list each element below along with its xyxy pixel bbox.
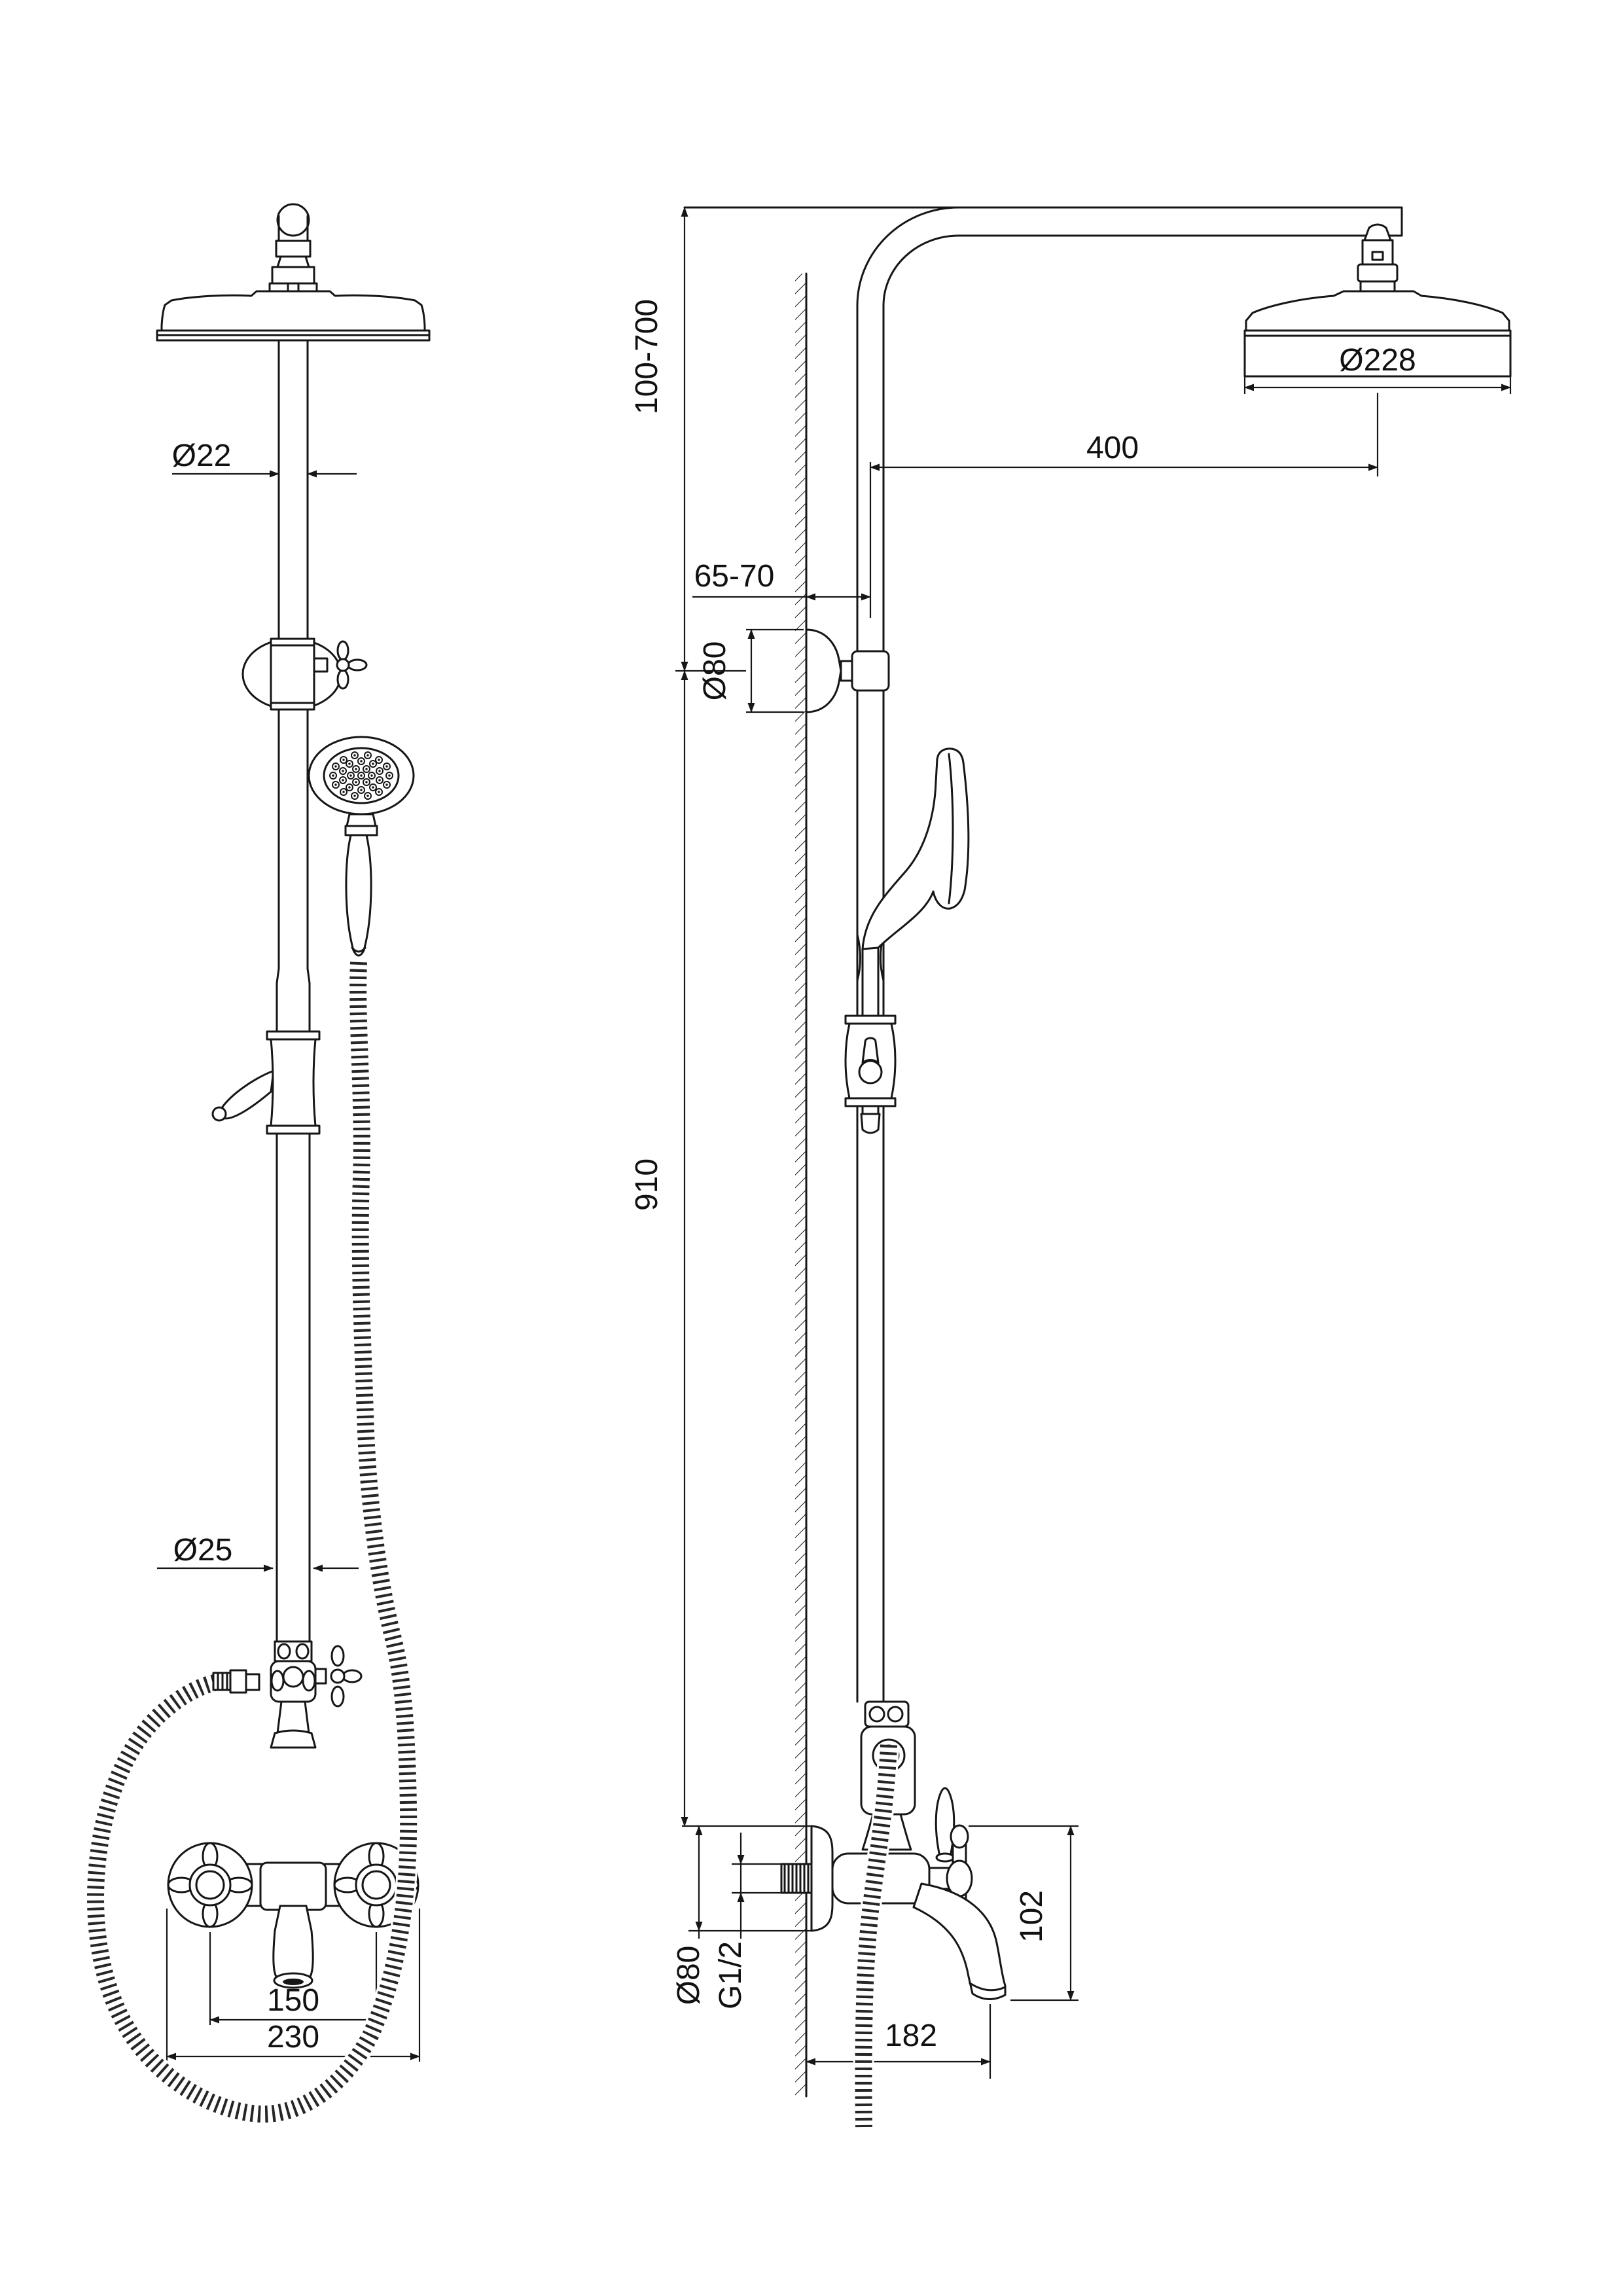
diverter-lever-side [936, 1788, 954, 1861]
dim-label-mixer-flange-diameter: Ø80 [671, 1945, 706, 2005]
wall-union [698, 630, 889, 712]
dim-label-spout-drop: 102 [1014, 1890, 1049, 1943]
dim-head-diameter [1245, 376, 1510, 394]
side-view [630, 207, 1510, 2127]
dim-wall-offset [692, 559, 870, 597]
wall-line [795, 274, 806, 2096]
bracket-knob-stem [314, 658, 327, 672]
riser-pipe-front [277, 340, 310, 1641]
dim-height-adjustable [630, 207, 746, 671]
dim-label-pipe-upper: Ø22 [171, 439, 232, 473]
diverter-knob [315, 1646, 361, 1706]
hand-shower-handle-end [861, 1106, 880, 1133]
tub-spout-side [914, 1884, 1005, 2000]
dim-wall-union-diameter [698, 630, 804, 712]
holder-keyhole [863, 1038, 878, 1063]
dim-column-height [630, 671, 812, 1826]
dim-label-column-height: 910 [630, 1158, 664, 1211]
dim-spout-reach [806, 2004, 990, 2079]
cross-handle-left [168, 1843, 252, 1927]
dim-label-pipe-lower: Ø25 [173, 1533, 233, 1568]
slider-clamp [213, 1031, 319, 1134]
dim-label-spout-reach: 182 [884, 2018, 938, 2053]
dim-pipe-upper [172, 439, 357, 474]
wall-bracket-front [243, 639, 366, 709]
hand-shower-side [863, 749, 969, 1016]
dim-label-wall-union-diameter: Ø80 [698, 641, 732, 701]
dim-label-head-diameter: Ø228 [1339, 343, 1416, 378]
front-view [96, 204, 429, 2114]
hose-nut [213, 1670, 259, 1693]
dim-label-arm-reach: 400 [1086, 431, 1139, 465]
slider-holder-side [846, 1016, 895, 1133]
hand-shower-front [309, 737, 414, 956]
shower-hose-front [96, 962, 408, 2114]
rain-head-front [157, 204, 429, 340]
hand-shower-handle [346, 835, 371, 956]
rain-head-side [1245, 224, 1510, 394]
dim-label-height-adjustable: 100-700 [630, 298, 664, 415]
mixer-wall-flange [812, 1826, 832, 1931]
dim-label-handle-spacing: 150 [266, 1983, 320, 2018]
bracket-cross-knob [337, 641, 366, 689]
tub-spout-front [274, 1906, 313, 1988]
thread-nipple [781, 1864, 812, 1893]
dim-label-body-width: 230 [266, 2020, 320, 2054]
riser-and-arm-side [685, 207, 1402, 1702]
dim-arm-reach [870, 393, 1378, 618]
dim-thread [713, 1833, 781, 2009]
slider-lever [219, 1071, 274, 1119]
ball-joint-front [277, 204, 309, 236]
dim-label-thread-size: G1/2 [713, 1941, 748, 2010]
dim-pipe-lower [157, 1533, 359, 1568]
ball-joint-side [1364, 224, 1391, 240]
dim-label-wall-offset: 65-70 [694, 559, 775, 594]
